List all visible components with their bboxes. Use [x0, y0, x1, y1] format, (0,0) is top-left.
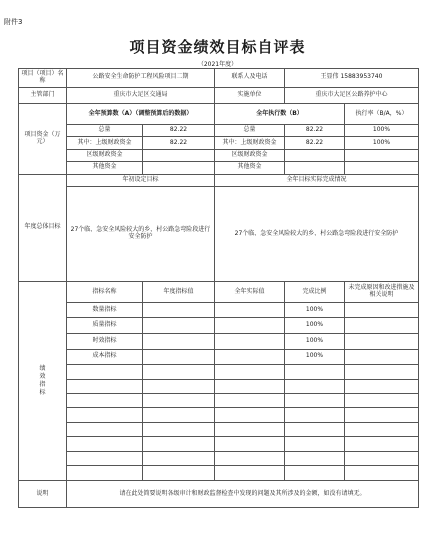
empty-indicator-row	[19, 422, 419, 436]
unit-value: 重庆市大足区公路养护中心	[285, 87, 419, 104]
indicator-ratio: 100%	[285, 349, 345, 365]
note-label: 说明	[19, 480, 67, 507]
indicators-section-label: 绩效指标	[19, 282, 67, 481]
rate-value	[345, 162, 419, 174]
indicator-target	[143, 333, 215, 349]
actual-item-label: 区级财政资金	[215, 149, 285, 161]
actual-item-value	[285, 149, 345, 161]
indicator-header: 年度指标值	[143, 282, 215, 303]
dept-value: 重庆市大足区交通局	[67, 87, 215, 104]
indicator-actual	[215, 318, 285, 334]
goals-section-label: 年度总体目标	[19, 174, 67, 282]
indicator-ratio: 100%	[285, 318, 345, 334]
actual-item-label: 其他资金	[215, 162, 285, 174]
unit-label: 实施单位	[215, 87, 285, 104]
budget-item-value	[143, 149, 215, 161]
dept-label: 主管部门	[19, 87, 67, 104]
goals-done-header: 全年目标实际完成情况	[215, 174, 419, 186]
goals-set-text: 27个临、急安全风险较大的乡、村公路急弯险段进行安全防护	[67, 187, 215, 282]
goals-done-text: 27个临、急安全风险较大的乡、村公路急弯险段进行安全防护	[215, 187, 419, 282]
empty-indicator-row	[19, 408, 419, 422]
actual-item-value	[285, 162, 345, 174]
empty-indicator-row	[19, 365, 419, 379]
indicator-row	[19, 349, 419, 365]
indicator-ratio: 100%	[285, 302, 345, 318]
empty-indicator-row	[19, 437, 419, 451]
budget-item-value: 82.22	[143, 124, 215, 136]
actual-header: 全年执行数（B）	[215, 104, 345, 125]
empty-indicator-row	[19, 466, 419, 480]
indicator-note	[345, 302, 419, 318]
indicator-ratio: 100%	[285, 333, 345, 349]
note-text: 请在此处简要说明各级审计和财政监督检查中发现的问题及其所涉及的金额，如没有请填无。	[67, 480, 419, 507]
funds-row	[19, 137, 419, 149]
indicator-name: 时效指标	[67, 333, 143, 349]
indicator-row	[19, 302, 419, 318]
goals-set-header: 年初设定目标	[67, 174, 215, 186]
indicator-name: 质量指标	[67, 318, 143, 334]
indicator-target	[143, 302, 215, 318]
contact-value: 王显伟 15883953740	[285, 69, 419, 88]
empty-indicator-row	[19, 393, 419, 407]
rate-value: 100%	[345, 137, 419, 149]
budget-header: 全年预算数（A）（调整预算后的数据）	[67, 104, 215, 125]
indicator-actual	[215, 333, 285, 349]
indicator-note	[345, 349, 419, 365]
actual-item-value: 82.22	[285, 137, 345, 149]
indicator-name: 成本指标	[67, 349, 143, 365]
actual-item-value: 82.22	[285, 124, 345, 136]
indicator-header: 全年实际值	[215, 282, 285, 303]
rate-value	[345, 149, 419, 161]
budget-item-label: 其他资金	[67, 162, 143, 174]
project-name-label: 项目（项目）名称	[19, 69, 67, 88]
indicator-actual	[215, 349, 285, 365]
indicator-target	[143, 349, 215, 365]
funds-row	[19, 162, 419, 174]
funds-row	[19, 124, 419, 136]
evaluation-form	[18, 68, 419, 508]
empty-indicator-row	[19, 451, 419, 465]
funds-row	[19, 149, 419, 161]
indicator-header: 完成比例	[285, 282, 345, 303]
actual-item-label: 总量	[215, 124, 285, 136]
page-title: 项目资金绩效目标自评表	[129, 38, 306, 56]
project-name-value: 公路安全生命防护工程风险项目二期	[67, 69, 215, 88]
indicator-target	[143, 318, 215, 334]
actual-item-label: 其中：上级财政资金	[215, 137, 285, 149]
budget-item-label: 其中：上级财政资金	[67, 137, 143, 149]
rate-header: 执行率（B/A，%）	[345, 104, 419, 125]
funds-section-label: 项目资金（万元）	[19, 104, 67, 174]
budget-item-value: 82.22	[143, 137, 215, 149]
budget-item-value	[143, 162, 215, 174]
indicator-row	[19, 318, 419, 334]
budget-item-label: 区级财政资金	[67, 149, 143, 161]
empty-indicator-row	[19, 379, 419, 393]
attachment-label: 附件3	[4, 18, 23, 26]
rate-value: 100%	[345, 124, 419, 136]
indicator-note	[345, 333, 419, 349]
indicator-header: 未完成原因和改进措施及相关说明	[345, 282, 419, 303]
budget-item-label: 总量	[67, 124, 143, 136]
contact-label: 联系人及电话	[215, 69, 285, 88]
year-label: （2021年度）	[197, 61, 238, 68]
indicator-row	[19, 333, 419, 349]
indicator-actual	[215, 302, 285, 318]
indicator-name: 数量指标	[67, 302, 143, 318]
indicator-note	[345, 318, 419, 334]
indicator-header: 指标名称	[67, 282, 143, 303]
